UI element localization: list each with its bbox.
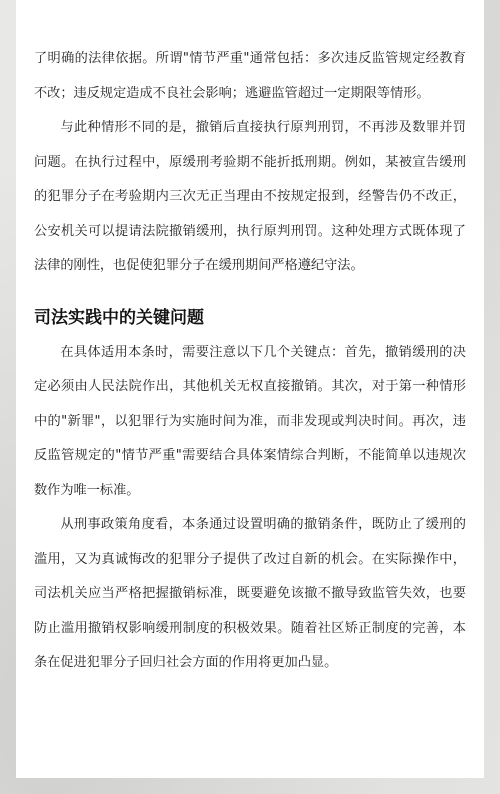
paragraph-continued: 了明确的法律依据。所谓"情节严重"通常包括：多次违反监管规定经教育不改；违反规定造成不良社会影响；逃避监管超过一定期限等情形。 [34, 51, 466, 101]
section-heading: 司法实践中的关键问题 [34, 307, 204, 328]
paragraph-execution: 与此种情形不同的是，撤销后直接执行原判刑罚，不再涉及数罪并罚问题。在执行过程中，原缓刑考验期不能折抵刑期。例如，某被宣告缓刑的犯罪分子在考验期内三次无正当理由不按规定报到，经警告仍不改正，公安机关可以提请法院撤销缓刑，执行原判刑罚。这种处理方式既体现了法律的刚性，也促使犯罪分子在缓刑期间严格遵纪守法。 [34, 120, 466, 273]
paragraph-policy: 从刑事政策角度看，本条通过设置明确的撤销条件，既防止了缓刑的滥用，又为真诚悔改的犯罪分子提供了改过自新的机会。在实际操作中，司法机关应当严格把握撤销标准，既要避免该撤不撤导致监管失效，也要防止滥用撤销权影响缓刑制度的积极效果。随着社区矫正制度的完善，本条在促进犯罪分子回归社会方面的作用将更加凸显。 [34, 517, 466, 670]
paragraph-key-points: 在具体适用本条时，需要注意以下几个关键点：首先，撤销缓刑的决定必须由人民法院作出，其他机关无权直接撤销。其次，对于第一种情形中的"新罪"，以犯罪行为实施时间为准，而非发现或判决时间。再次，违反监管规定的"情节严重"需要结合具体案情综合判断，不能简单以违规次数作为唯一标准。 [34, 344, 466, 498]
document-page [16, 0, 484, 778]
